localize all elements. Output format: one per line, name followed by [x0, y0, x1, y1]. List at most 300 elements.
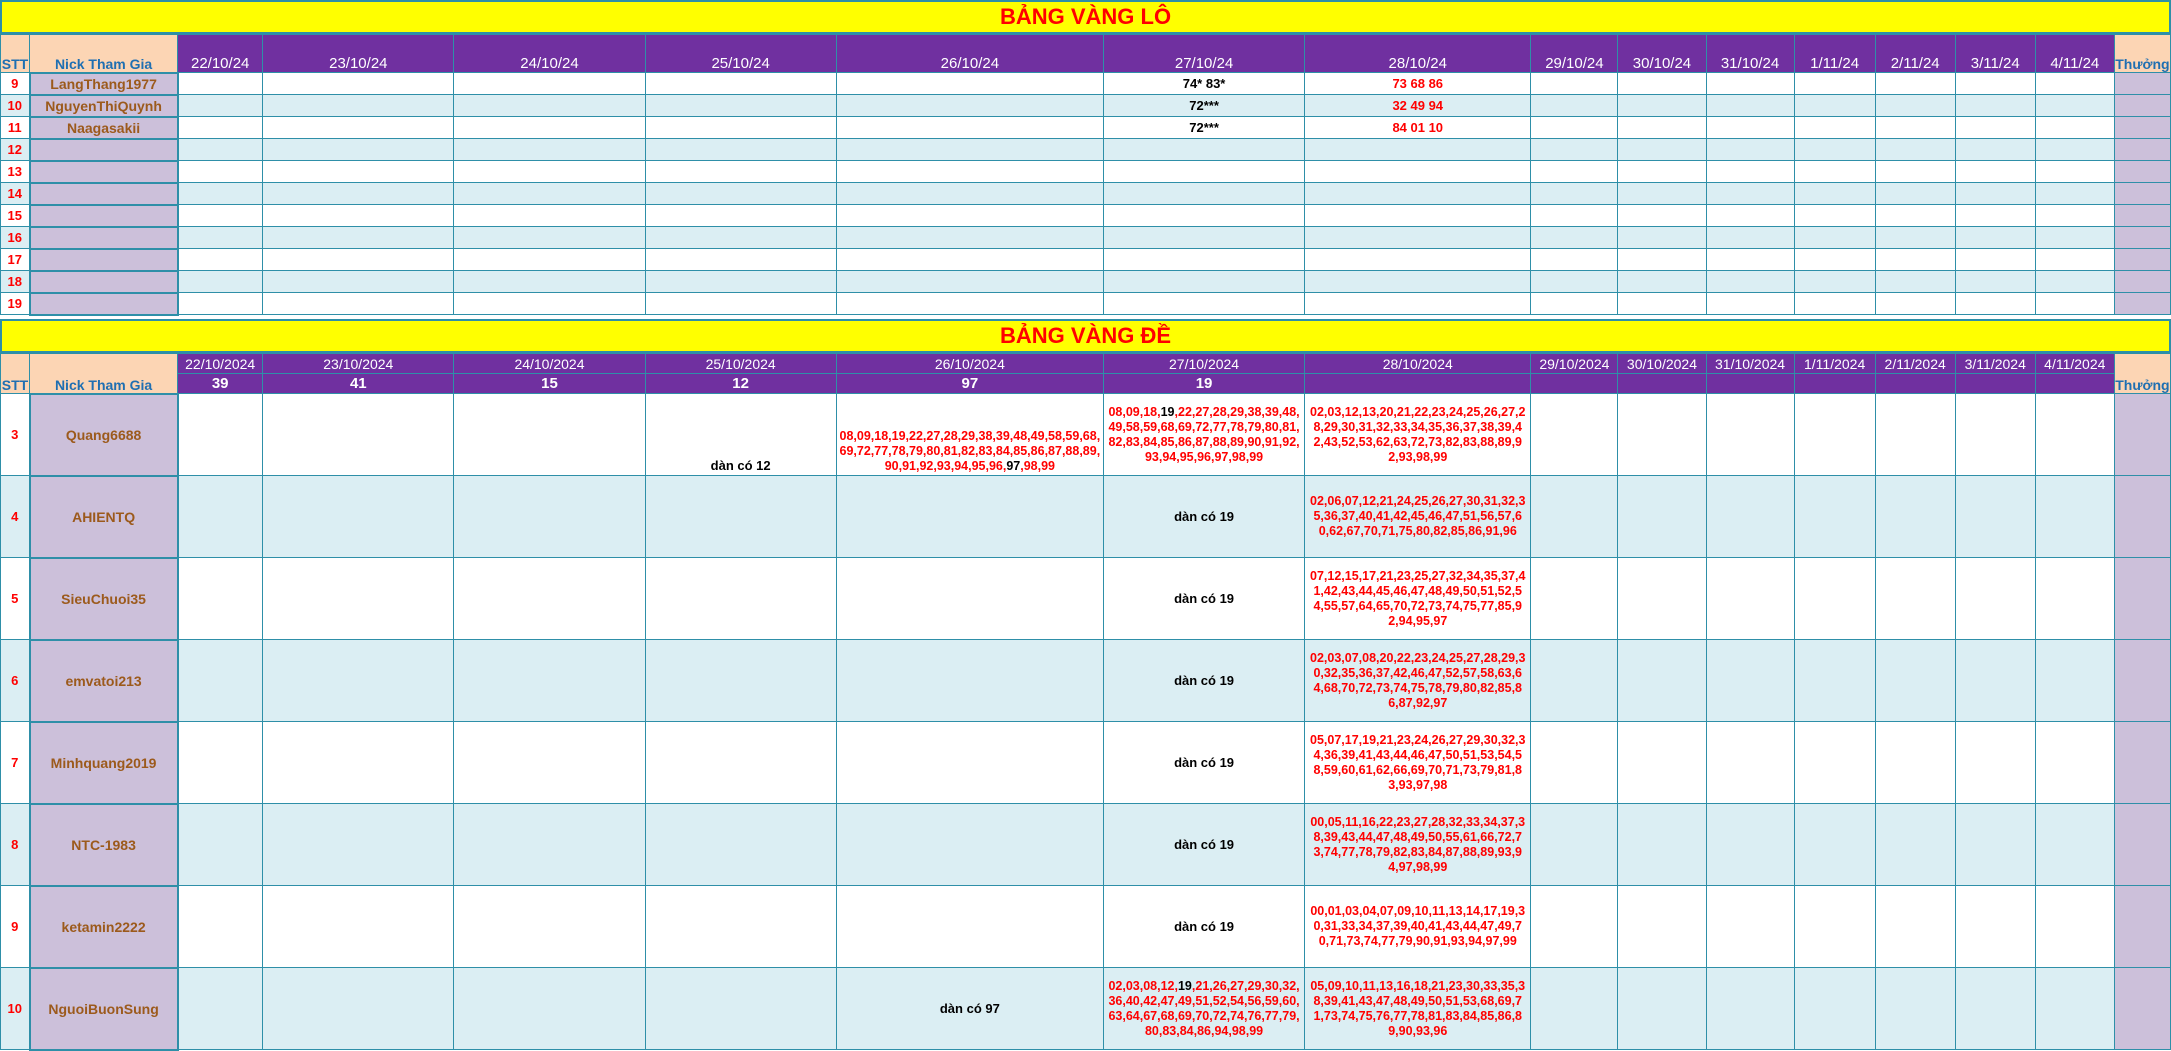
reward-cell[interactable] — [2114, 205, 2170, 227]
lo-cell[interactable] — [1103, 271, 1304, 293]
lo-cell[interactable] — [1875, 183, 1955, 205]
de-cell[interactable] — [1955, 968, 2035, 1050]
de-cell[interactable] — [836, 640, 1103, 722]
lo-cell[interactable] — [1305, 271, 1531, 293]
lo-cell[interactable] — [1955, 293, 2035, 315]
lo-cell[interactable] — [263, 73, 454, 95]
de-cell[interactable] — [1706, 804, 1794, 886]
lo-cell[interactable] — [645, 161, 836, 183]
lo-cell[interactable] — [1618, 249, 1706, 271]
de-cell[interactable] — [2035, 968, 2114, 1050]
de-cell[interactable] — [1706, 968, 1794, 1050]
nick-cell[interactable]: ketamin2222 — [30, 886, 178, 968]
lo-cell[interactable] — [2035, 95, 2114, 117]
lo-cell[interactable] — [178, 161, 263, 183]
lo-cell[interactable] — [1706, 227, 1794, 249]
lo-cell[interactable] — [1794, 227, 1875, 249]
de-cell[interactable] — [836, 394, 1103, 476]
lo-cell[interactable] — [1706, 249, 1794, 271]
de-cell[interactable] — [1706, 886, 1794, 968]
lo-cell[interactable] — [1618, 227, 1706, 249]
de-cell[interactable]: 05,07,17,19,21,23,24,26,27,29,30,32,34,36,39,41,43,44,46,47,50,51,53,54,58,59,60,61,62,66,69,70,71,73,79,81,83,93,97,98 — [1305, 722, 1531, 804]
de-cell[interactable] — [1955, 722, 2035, 804]
de-cell[interactable]: 02,06,07,12,21,24,25,26,27,30,31,32,35,36,37,40,41,42,45,46,47,51,56,57,60,62,67,70,71,75,80,82,85,86,91,96 — [1305, 476, 1531, 558]
lo-cell[interactable] — [1618, 117, 1706, 139]
de-cell[interactable] — [1706, 394, 1794, 476]
de-cell[interactable] — [263, 804, 454, 886]
lo-cell[interactable] — [178, 227, 263, 249]
lo-cell[interactable] — [645, 183, 836, 205]
lo-cell[interactable] — [263, 117, 454, 139]
de-cell[interactable] — [1955, 394, 2035, 476]
de-cell[interactable] — [645, 722, 836, 804]
lo-cell[interactable] — [1618, 139, 1706, 161]
de-cell[interactable] — [178, 640, 263, 722]
lo-cell[interactable] — [1955, 117, 2035, 139]
de-cell[interactable]: 02,03,07,08,20,22,23,24,25,27,28,29,30,32,35,36,37,42,46,47,52,57,58,63,64,68,70,72,73,74,75,78,79,80,82,85,86,87,92,97 — [1305, 640, 1531, 722]
lo-cell[interactable] — [263, 205, 454, 227]
de-cell[interactable] — [1706, 722, 1794, 804]
lo-cell[interactable]: 72*** — [1103, 117, 1304, 139]
lo-cell[interactable] — [1618, 95, 1706, 117]
de-cell[interactable] — [178, 394, 263, 476]
de-cell[interactable] — [645, 640, 836, 722]
lo-cell[interactable] — [645, 271, 836, 293]
lo-cell[interactable] — [1531, 271, 1618, 293]
de-cell[interactable]: dàn có 19 — [1103, 722, 1304, 804]
de-cell[interactable] — [645, 886, 836, 968]
lo-cell[interactable] — [836, 161, 1103, 183]
lo-cell[interactable] — [178, 271, 263, 293]
lo-cell[interactable] — [1103, 227, 1304, 249]
de-cell[interactable] — [263, 394, 454, 476]
de-cell[interactable] — [1531, 558, 1618, 640]
de-cell[interactable]: 05,09,10,11,13,16,18,21,23,30,33,35,38,39,41,43,47,48,49,50,51,53,68,69,71,73,74,75,76,77,78,81,83,84,85,86,89,90,93,96 — [1305, 968, 1531, 1050]
lo-cell[interactable] — [2035, 73, 2114, 95]
lo-cell[interactable] — [1618, 205, 1706, 227]
lo-cell[interactable] — [836, 249, 1103, 271]
lo-cell[interactable] — [454, 183, 645, 205]
lo-cell[interactable] — [1531, 249, 1618, 271]
lo-cell[interactable] — [1618, 161, 1706, 183]
lo-cell[interactable] — [454, 73, 645, 95]
nick-cell[interactable]: Naagasakii — [30, 117, 178, 139]
lo-cell[interactable] — [1955, 73, 2035, 95]
nick-cell[interactable] — [30, 161, 178, 183]
de-cell[interactable] — [2035, 640, 2114, 722]
lo-cell[interactable] — [645, 139, 836, 161]
lo-cell[interactable] — [645, 249, 836, 271]
de-cell[interactable] — [454, 804, 645, 886]
de-cell[interactable] — [1531, 476, 1618, 558]
lo-cell[interactable] — [1875, 271, 1955, 293]
lo-cell[interactable] — [1103, 139, 1304, 161]
de-cell[interactable]: 02,03,12,13,20,21,22,23,24,25,26,27,28,29,30,31,32,33,34,35,36,37,38,39,42,43,52,53,62,63,72,73,82,83,88,89,92,93,98,99 — [1305, 394, 1531, 476]
lo-cell[interactable] — [1875, 95, 1955, 117]
de-cell[interactable] — [1706, 558, 1794, 640]
nick-cell[interactable]: AHIENTQ — [30, 476, 178, 558]
lo-cell[interactable] — [263, 139, 454, 161]
lo-cell[interactable] — [1706, 271, 1794, 293]
reward-cell[interactable] — [2114, 249, 2170, 271]
de-cell[interactable] — [454, 476, 645, 558]
lo-cell[interactable] — [836, 139, 1103, 161]
lo-cell[interactable] — [836, 293, 1103, 315]
de-cell[interactable] — [836, 886, 1103, 968]
de-cell[interactable] — [645, 804, 836, 886]
lo-cell[interactable]: 72*** — [1103, 95, 1304, 117]
de-cell[interactable] — [1618, 394, 1706, 476]
lo-cell[interactable] — [178, 183, 263, 205]
de-cell[interactable] — [1706, 476, 1794, 558]
reward-cell[interactable] — [2114, 804, 2170, 886]
lo-cell[interactable] — [263, 249, 454, 271]
lo-cell[interactable] — [1794, 139, 1875, 161]
lo-cell[interactable] — [2035, 249, 2114, 271]
lo-cell[interactable] — [1305, 161, 1531, 183]
reward-cell[interactable] — [2114, 476, 2170, 558]
lo-cell[interactable] — [263, 293, 454, 315]
lo-cell[interactable] — [178, 117, 263, 139]
de-cell[interactable] — [178, 968, 263, 1050]
lo-cell[interactable] — [836, 73, 1103, 95]
nick-cell[interactable]: Quang6688 — [30, 394, 178, 476]
lo-cell[interactable] — [1706, 205, 1794, 227]
lo-cell[interactable] — [645, 117, 836, 139]
lo-cell[interactable] — [2035, 183, 2114, 205]
lo-cell[interactable] — [454, 227, 645, 249]
lo-cell[interactable] — [178, 73, 263, 95]
lo-cell[interactable] — [1955, 139, 2035, 161]
lo-cell[interactable] — [178, 205, 263, 227]
lo-cell[interactable] — [263, 161, 454, 183]
lo-cell[interactable] — [1618, 293, 1706, 315]
nick-cell[interactable]: NguoiBuonSung — [30, 968, 178, 1050]
lo-cell[interactable] — [1103, 293, 1304, 315]
de-cell[interactable] — [1103, 968, 1304, 1050]
lo-cell[interactable] — [1618, 271, 1706, 293]
de-cell[interactable] — [1955, 476, 2035, 558]
lo-cell[interactable] — [1875, 117, 1955, 139]
lo-cell[interactable] — [1103, 249, 1304, 271]
reward-cell[interactable] — [2114, 293, 2170, 315]
nick-cell[interactable] — [30, 293, 178, 315]
de-cell[interactable] — [1794, 476, 1875, 558]
nick-cell[interactable] — [30, 249, 178, 271]
de-cell[interactable] — [1875, 968, 1955, 1050]
nick-cell[interactable]: Minhquang2019 — [30, 722, 178, 804]
lo-cell[interactable] — [1706, 73, 1794, 95]
reward-cell[interactable] — [2114, 886, 2170, 968]
de-cell[interactable] — [1955, 804, 2035, 886]
de-cell[interactable] — [1794, 558, 1875, 640]
lo-cell[interactable] — [1955, 95, 2035, 117]
lo-cell[interactable] — [1955, 271, 2035, 293]
nick-cell[interactable]: emvatoi213 — [30, 640, 178, 722]
de-cell[interactable] — [263, 558, 454, 640]
de-cell[interactable] — [1618, 968, 1706, 1050]
lo-cell[interactable] — [2035, 117, 2114, 139]
reward-cell[interactable] — [2114, 161, 2170, 183]
reward-cell[interactable] — [2114, 722, 2170, 804]
reward-cell[interactable] — [2114, 640, 2170, 722]
lo-cell[interactable] — [2035, 293, 2114, 315]
de-cell[interactable] — [1875, 476, 1955, 558]
lo-cell[interactable] — [645, 205, 836, 227]
lo-cell[interactable] — [1531, 205, 1618, 227]
de-cell[interactable] — [1875, 804, 1955, 886]
de-cell[interactable] — [454, 886, 645, 968]
de-cell[interactable] — [454, 968, 645, 1050]
lo-cell[interactable] — [263, 183, 454, 205]
de-cell[interactable]: 00,01,03,04,07,09,10,11,13,14,17,19,30,31,33,34,37,39,40,41,43,44,47,49,70,71,73,74,77,79,90,91,93,94,97,99 — [1305, 886, 1531, 968]
lo-cell[interactable] — [2035, 227, 2114, 249]
lo-cell[interactable] — [645, 293, 836, 315]
de-cell[interactable] — [1531, 394, 1618, 476]
de-cell[interactable] — [1618, 886, 1706, 968]
de-cell[interactable] — [1794, 722, 1875, 804]
nick-cell[interactable]: LangThang1977 — [30, 73, 178, 95]
de-cell[interactable] — [2035, 394, 2114, 476]
de-cell[interactable] — [1794, 886, 1875, 968]
lo-cell[interactable] — [1531, 183, 1618, 205]
lo-cell[interactable] — [263, 227, 454, 249]
de-cell[interactable]: dàn có 19 — [1103, 886, 1304, 968]
lo-cell[interactable] — [836, 227, 1103, 249]
lo-cell[interactable] — [1794, 73, 1875, 95]
de-cell[interactable] — [836, 804, 1103, 886]
de-cell[interactable] — [2035, 558, 2114, 640]
de-cell[interactable] — [263, 968, 454, 1050]
lo-cell[interactable] — [1955, 183, 2035, 205]
reward-cell[interactable] — [2114, 227, 2170, 249]
reward-cell[interactable] — [2114, 117, 2170, 139]
de-cell[interactable] — [1618, 640, 1706, 722]
de-cell[interactable] — [1618, 558, 1706, 640]
de-cell[interactable] — [1794, 394, 1875, 476]
nick-cell[interactable]: SieuChuoi35 — [30, 558, 178, 640]
de-cell[interactable] — [1618, 804, 1706, 886]
nick-cell[interactable] — [30, 205, 178, 227]
lo-cell[interactable] — [1531, 139, 1618, 161]
lo-cell[interactable] — [1531, 117, 1618, 139]
lo-cell[interactable] — [1875, 227, 1955, 249]
de-cell[interactable]: 07,12,15,17,21,23,25,27,32,34,35,37,41,42,43,44,45,46,47,48,49,50,51,52,54,55,57,64,65,70,72,73,74,75,77,85,92,94,95,97 — [1305, 558, 1531, 640]
de-cell[interactable] — [263, 722, 454, 804]
de-cell[interactable] — [1103, 394, 1304, 476]
lo-cell[interactable] — [1103, 161, 1304, 183]
lo-cell[interactable] — [1305, 139, 1531, 161]
lo-cell[interactable]: 84 01 10 — [1305, 117, 1531, 139]
de-cell[interactable] — [1794, 804, 1875, 886]
lo-cell[interactable]: 74* 83* — [1103, 73, 1304, 95]
de-cell[interactable] — [1875, 394, 1955, 476]
de-cell[interactable] — [1531, 640, 1618, 722]
lo-cell[interactable] — [1794, 117, 1875, 139]
lo-cell[interactable] — [1794, 183, 1875, 205]
lo-cell[interactable] — [645, 227, 836, 249]
lo-cell[interactable] — [1305, 249, 1531, 271]
lo-cell[interactable] — [1794, 271, 1875, 293]
lo-cell[interactable] — [1103, 205, 1304, 227]
de-cell[interactable] — [836, 476, 1103, 558]
lo-cell[interactable] — [1706, 95, 1794, 117]
lo-cell[interactable] — [1875, 73, 1955, 95]
lo-cell[interactable] — [1706, 139, 1794, 161]
lo-cell[interactable] — [1875, 249, 1955, 271]
de-cell[interactable] — [454, 394, 645, 476]
de-cell[interactable] — [1531, 722, 1618, 804]
de-cell[interactable] — [645, 558, 836, 640]
de-cell[interactable] — [1618, 476, 1706, 558]
lo-cell[interactable] — [1955, 249, 2035, 271]
lo-cell[interactable] — [178, 139, 263, 161]
de-cell[interactable] — [645, 476, 836, 558]
lo-cell[interactable] — [178, 95, 263, 117]
lo-cell[interactable] — [454, 139, 645, 161]
nick-cell[interactable]: NguyenThiQuynh — [30, 95, 178, 117]
de-cell[interactable] — [454, 722, 645, 804]
nick-cell[interactable] — [30, 271, 178, 293]
lo-cell[interactable] — [1794, 293, 1875, 315]
reward-cell[interactable] — [2114, 183, 2170, 205]
lo-cell[interactable] — [454, 95, 645, 117]
lo-cell[interactable] — [1794, 249, 1875, 271]
lo-cell[interactable] — [454, 293, 645, 315]
lo-cell[interactable] — [1875, 205, 1955, 227]
reward-cell[interactable] — [2114, 558, 2170, 640]
lo-cell[interactable] — [263, 95, 454, 117]
de-cell[interactable] — [836, 722, 1103, 804]
de-cell[interactable] — [263, 476, 454, 558]
de-cell[interactable] — [1955, 640, 2035, 722]
lo-cell[interactable] — [1875, 161, 1955, 183]
lo-cell[interactable] — [1794, 205, 1875, 227]
de-cell[interactable]: dàn có 12 — [645, 394, 836, 476]
lo-cell[interactable] — [454, 271, 645, 293]
reward-cell[interactable] — [2114, 95, 2170, 117]
lo-cell[interactable]: 32 49 94 — [1305, 95, 1531, 117]
lo-cell[interactable] — [1305, 205, 1531, 227]
de-cell[interactable] — [836, 558, 1103, 640]
de-cell[interactable]: dàn có 19 — [1103, 640, 1304, 722]
lo-cell[interactable] — [836, 271, 1103, 293]
de-cell[interactable] — [1531, 968, 1618, 1050]
de-cell[interactable] — [178, 804, 263, 886]
lo-cell[interactable] — [1618, 183, 1706, 205]
reward-cell[interactable] — [2114, 394, 2170, 476]
de-cell[interactable]: dàn có 97 — [836, 968, 1103, 1050]
de-cell[interactable] — [2035, 886, 2114, 968]
lo-cell[interactable] — [836, 117, 1103, 139]
de-cell[interactable] — [1955, 558, 2035, 640]
de-cell[interactable] — [2035, 804, 2114, 886]
lo-cell[interactable] — [1531, 95, 1618, 117]
lo-cell[interactable] — [1955, 161, 2035, 183]
de-cell[interactable] — [1875, 722, 1955, 804]
lo-cell[interactable] — [1103, 183, 1304, 205]
lo-cell[interactable] — [836, 95, 1103, 117]
lo-cell[interactable] — [1305, 183, 1531, 205]
de-cell[interactable]: dàn có 19 — [1103, 558, 1304, 640]
de-cell[interactable]: dàn có 19 — [1103, 476, 1304, 558]
lo-cell[interactable] — [1706, 161, 1794, 183]
lo-cell[interactable] — [645, 73, 836, 95]
reward-cell[interactable] — [2114, 271, 2170, 293]
lo-cell[interactable] — [178, 293, 263, 315]
reward-cell[interactable] — [2114, 73, 2170, 95]
de-cell[interactable] — [2035, 476, 2114, 558]
lo-cell[interactable] — [2035, 205, 2114, 227]
lo-cell[interactable]: 73 68 86 — [1305, 73, 1531, 95]
lo-cell[interactable] — [454, 117, 645, 139]
de-cell[interactable]: 00,05,11,16,22,23,27,28,32,33,34,37,38,39,43,44,47,48,49,50,55,61,66,72,73,74,77,78,79,82,83,84,87,88,89,93,94,97,98,99 — [1305, 804, 1531, 886]
de-cell[interactable] — [454, 558, 645, 640]
lo-cell[interactable] — [454, 249, 645, 271]
nick-cell[interactable]: NTC-1983 — [30, 804, 178, 886]
nick-cell[interactable] — [30, 139, 178, 161]
lo-cell[interactable] — [1955, 227, 2035, 249]
de-cell[interactable] — [1875, 886, 1955, 968]
de-cell[interactable] — [1875, 640, 1955, 722]
de-cell[interactable] — [178, 722, 263, 804]
lo-cell[interactable] — [1305, 293, 1531, 315]
lo-cell[interactable] — [836, 205, 1103, 227]
de-cell[interactable] — [1794, 640, 1875, 722]
de-cell[interactable] — [2035, 722, 2114, 804]
lo-cell[interactable] — [263, 271, 454, 293]
lo-cell[interactable] — [1706, 293, 1794, 315]
lo-cell[interactable] — [645, 95, 836, 117]
lo-cell[interactable] — [2035, 161, 2114, 183]
de-cell[interactable] — [263, 886, 454, 968]
de-cell[interactable] — [178, 476, 263, 558]
lo-cell[interactable] — [2035, 139, 2114, 161]
lo-cell[interactable] — [1706, 117, 1794, 139]
de-cell[interactable] — [1875, 558, 1955, 640]
de-cell[interactable] — [1794, 968, 1875, 1050]
lo-cell[interactable] — [1531, 73, 1618, 95]
lo-cell[interactable] — [836, 183, 1103, 205]
lo-cell[interactable] — [1531, 293, 1618, 315]
nick-cell[interactable] — [30, 227, 178, 249]
de-cell[interactable] — [1955, 886, 2035, 968]
reward-cell[interactable] — [2114, 968, 2170, 1050]
de-cell[interactable]: dàn có 19 — [1103, 804, 1304, 886]
lo-cell[interactable] — [1706, 183, 1794, 205]
lo-cell[interactable] — [1531, 161, 1618, 183]
de-cell[interactable] — [1618, 722, 1706, 804]
de-cell[interactable] — [263, 640, 454, 722]
reward-cell[interactable] — [2114, 139, 2170, 161]
lo-cell[interactable] — [1875, 139, 1955, 161]
nick-cell[interactable] — [30, 183, 178, 205]
lo-cell[interactable] — [1794, 95, 1875, 117]
de-cell[interactable] — [178, 886, 263, 968]
de-cell[interactable] — [645, 968, 836, 1050]
de-cell[interactable] — [454, 640, 645, 722]
de-cell[interactable] — [1706, 640, 1794, 722]
lo-cell[interactable] — [454, 205, 645, 227]
de-cell[interactable] — [1531, 886, 1618, 968]
lo-cell[interactable] — [1875, 293, 1955, 315]
lo-cell[interactable] — [454, 161, 645, 183]
lo-cell[interactable] — [1618, 73, 1706, 95]
lo-cell[interactable] — [178, 249, 263, 271]
lo-cell[interactable] — [1305, 227, 1531, 249]
lo-cell[interactable] — [1531, 227, 1618, 249]
lo-cell[interactable] — [1794, 161, 1875, 183]
